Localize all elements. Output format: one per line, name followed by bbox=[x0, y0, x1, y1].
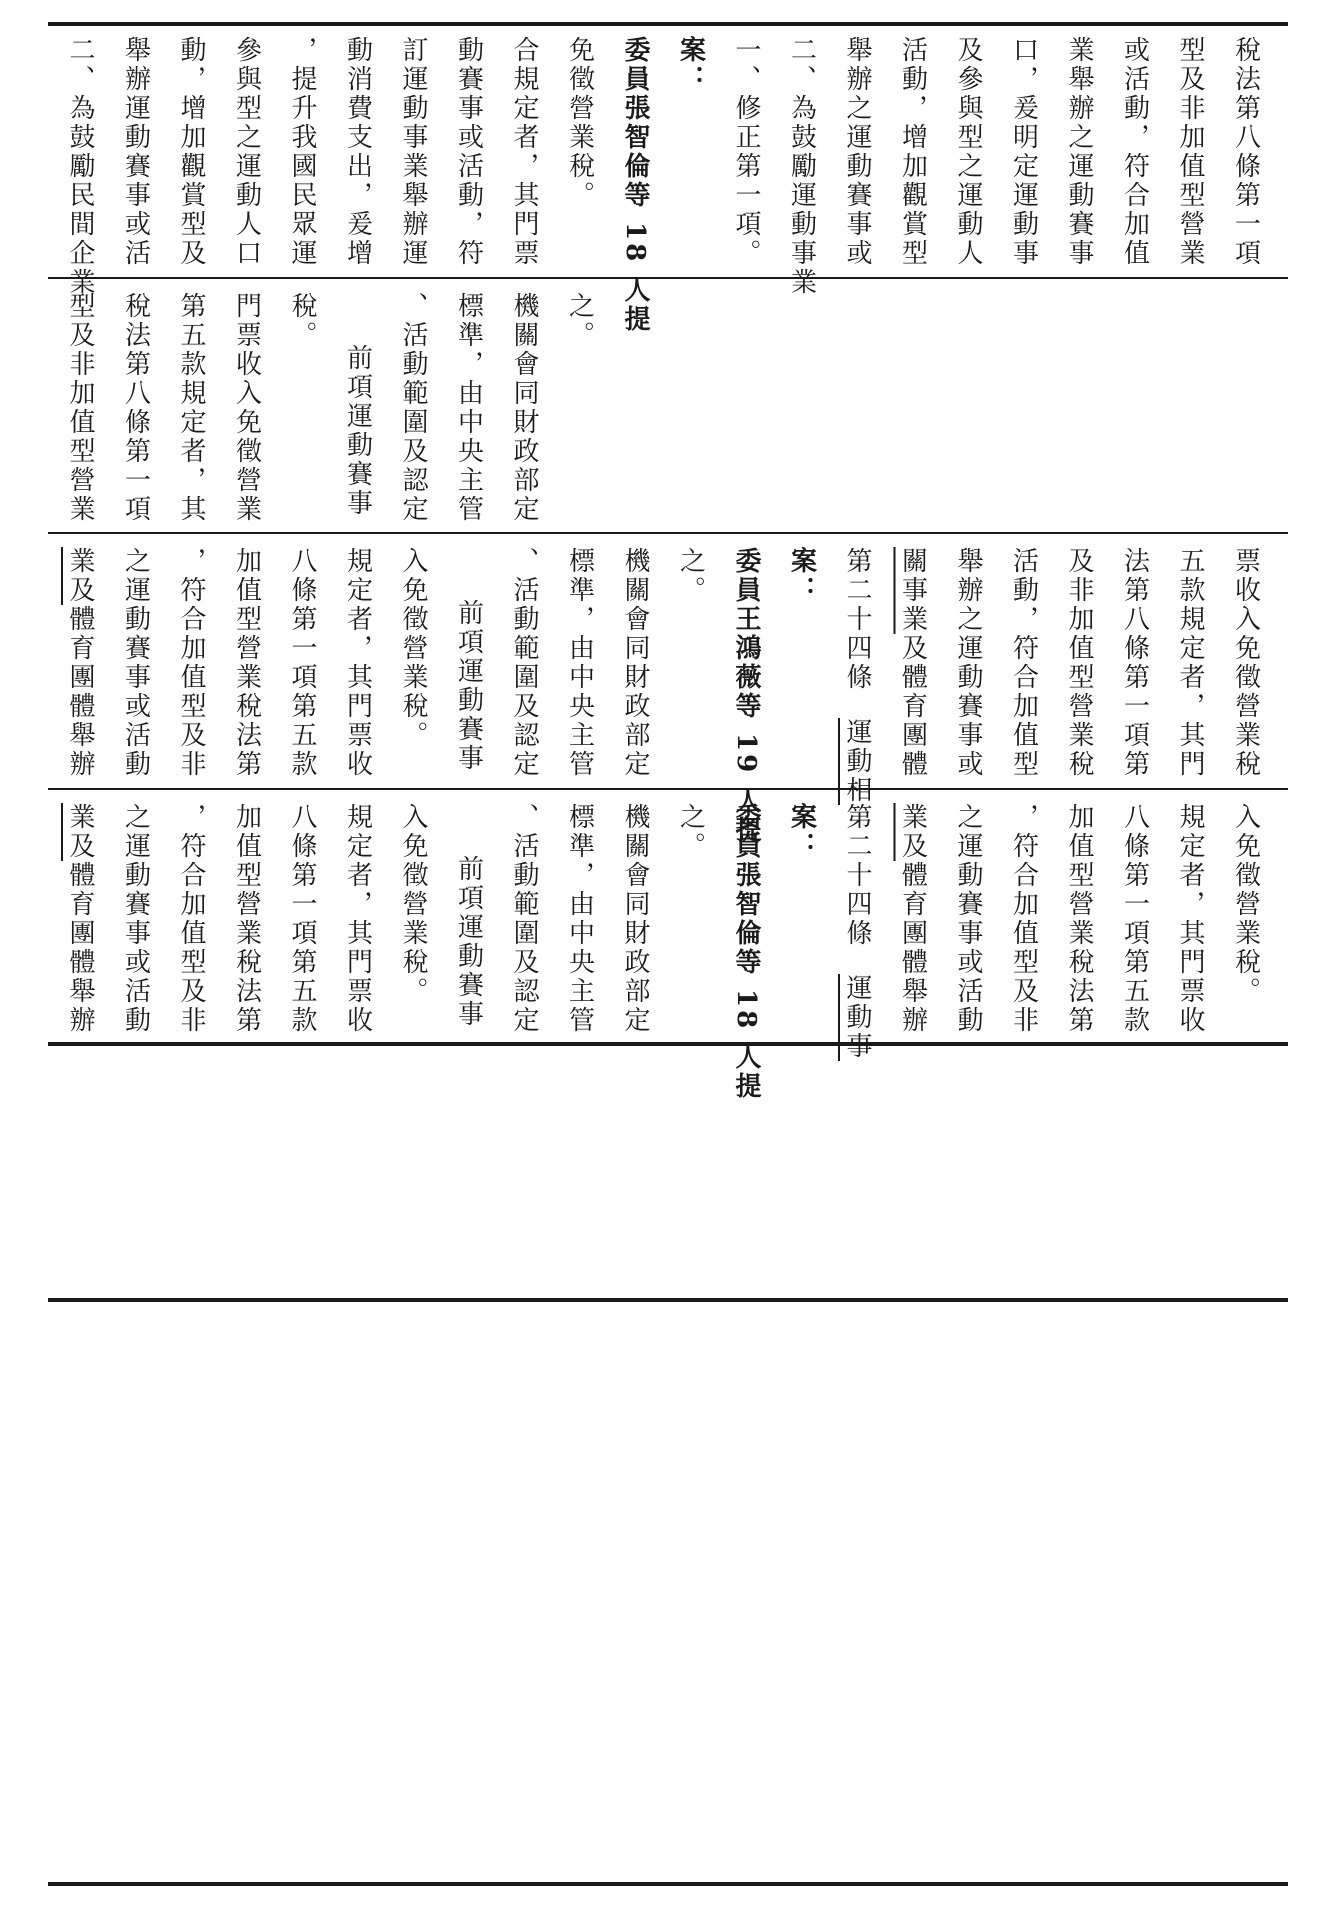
text-segment: 委員張智倫等 18 人提 bbox=[731, 803, 761, 1102]
text-column bbox=[1170, 36, 1210, 268]
text-segment: 規定者，其門票收 bbox=[342, 547, 373, 779]
text-segment: 動消費支出，爰增 bbox=[342, 36, 373, 268]
text-column bbox=[1115, 547, 1155, 779]
text-segment: 加值型營業稅法第 bbox=[231, 547, 262, 779]
text-segment: 委員王鴻薇等 19 人提 bbox=[731, 547, 761, 846]
text-segment: 規定者，其門票收 bbox=[1175, 803, 1205, 1035]
text-column bbox=[393, 803, 433, 1006]
text-column bbox=[560, 36, 600, 210]
text-segment: 動，增加觀賞型及 bbox=[176, 36, 206, 268]
text-column bbox=[1226, 803, 1266, 1006]
text-segment: 二、為鼓勵運動事業 bbox=[786, 36, 817, 297]
text-column bbox=[60, 547, 100, 779]
text-segment: 標準，由中央主管 bbox=[564, 803, 595, 1035]
text-column bbox=[504, 803, 544, 1035]
text-segment: 業及 bbox=[65, 547, 95, 605]
text-segment: 委員張智倫等 18 人提 bbox=[620, 36, 650, 335]
text-column bbox=[893, 803, 933, 1035]
text-column bbox=[615, 36, 655, 334]
text-segment: 八條第一項第五款 bbox=[287, 547, 317, 779]
text-column bbox=[1059, 803, 1099, 1035]
text-segment: 活動，增加觀賞型 bbox=[897, 36, 928, 268]
text-segment: 機關會同財政部定 bbox=[509, 292, 539, 524]
table-row-6 bbox=[60, 1313, 1280, 1873]
top-rule bbox=[48, 22, 1288, 26]
text-segment: 一、修正第一項。 bbox=[731, 36, 761, 268]
text-column bbox=[338, 292, 378, 518]
text-column bbox=[282, 36, 322, 268]
text-segment: 稅。 bbox=[287, 292, 317, 350]
text-column bbox=[1004, 803, 1044, 1035]
text-column bbox=[948, 547, 988, 779]
text-segment: 、活動範圍及認定 bbox=[509, 803, 539, 1035]
text-column bbox=[560, 292, 600, 350]
text-column bbox=[671, 547, 711, 605]
row-divider bbox=[48, 1298, 1288, 1302]
text-column bbox=[504, 292, 544, 524]
text-segment: 型及非加值型營業 bbox=[65, 292, 95, 524]
text-column bbox=[282, 292, 322, 350]
text-column bbox=[449, 547, 489, 773]
text-segment: 稅法第八條第一項 bbox=[1230, 36, 1261, 268]
text-segment: ，提升我國民眾運 bbox=[287, 36, 317, 268]
text-column bbox=[1059, 547, 1099, 779]
text-segment: 及非加值型營業稅 bbox=[1064, 547, 1094, 779]
text-column bbox=[671, 36, 711, 94]
text-segment: 五款規定者，其門 bbox=[1175, 547, 1205, 779]
text-column bbox=[60, 292, 100, 524]
text-column bbox=[782, 36, 822, 297]
text-column bbox=[615, 547, 655, 779]
text-column bbox=[282, 547, 322, 779]
row-divider bbox=[48, 1042, 1288, 1046]
text-column bbox=[948, 36, 988, 268]
text-segment: 規定者，其門票收 bbox=[342, 803, 373, 1035]
text-segment: 入免徵營業稅。 bbox=[398, 547, 428, 750]
text-segment: 舉辦之運動賽事或 bbox=[842, 36, 872, 268]
text-segment: 案： bbox=[786, 547, 817, 605]
text-column bbox=[837, 36, 877, 268]
text-segment: 舉辦運動賽事或活 bbox=[120, 36, 151, 268]
text-segment: 前項運動賽事 bbox=[453, 599, 484, 773]
text-segment: 第五款規定者，其 bbox=[176, 292, 206, 524]
text-column bbox=[116, 803, 156, 1035]
text-segment: 、活動範圍及認定 bbox=[509, 547, 539, 779]
text-segment: 體育團體舉辦 bbox=[65, 605, 95, 779]
table-row-3 bbox=[60, 547, 1280, 846]
text-column bbox=[504, 36, 544, 268]
text-segment: 加值型營業稅法第 bbox=[1064, 803, 1094, 1035]
text-segment: 之運動賽事或活動 bbox=[120, 547, 151, 779]
text-column bbox=[449, 36, 489, 268]
text-column bbox=[227, 36, 267, 268]
text-column bbox=[227, 547, 267, 779]
text-segment: 門票收入免徵營業 bbox=[231, 292, 262, 524]
text-segment: 前項運動賽事 bbox=[453, 855, 484, 1029]
text-segment: 入免徵營業稅。 bbox=[1230, 803, 1261, 1006]
text-segment: 二、為鼓勵民間企業 bbox=[65, 36, 95, 297]
text-segment: 之運動賽事或活動 bbox=[953, 803, 983, 1035]
text-column bbox=[116, 36, 156, 268]
text-segment: 活動，符合加值型 bbox=[1008, 547, 1039, 779]
text-segment: 業及 bbox=[897, 803, 928, 861]
text-column bbox=[560, 803, 600, 1035]
text-segment: 參與型之運動人口 bbox=[231, 36, 262, 268]
table-row-1 bbox=[60, 36, 1280, 335]
table-row-2 bbox=[60, 292, 1280, 528]
text-column bbox=[560, 547, 600, 779]
text-segment: 之運動賽事或活動 bbox=[120, 803, 151, 1035]
text-segment: 及體育團體 bbox=[897, 634, 928, 779]
text-column bbox=[1004, 36, 1044, 268]
text-segment: 之。 bbox=[675, 803, 706, 861]
row-divider bbox=[48, 277, 1288, 279]
text-segment: 運動相 bbox=[842, 718, 872, 805]
text-column bbox=[615, 803, 655, 1035]
text-segment: 或活動，符合加值 bbox=[1119, 36, 1150, 268]
text-column bbox=[449, 292, 489, 524]
text-column bbox=[726, 36, 766, 268]
text-segment: 之。 bbox=[564, 292, 595, 350]
text-segment: 前項運動賽事 bbox=[342, 344, 373, 518]
text-column bbox=[893, 547, 933, 779]
text-segment: 標準，由中央主管 bbox=[453, 292, 484, 524]
text-column bbox=[782, 803, 822, 861]
text-segment: 合規定者，其門票 bbox=[509, 36, 539, 268]
text-column bbox=[393, 292, 433, 524]
text-segment: 八條第一項第五款 bbox=[1119, 803, 1150, 1035]
text-column bbox=[726, 547, 766, 845]
text-column bbox=[837, 547, 877, 805]
text-column bbox=[60, 803, 100, 1035]
text-column bbox=[948, 803, 988, 1035]
text-segment: 案： bbox=[675, 36, 706, 94]
text-column bbox=[282, 803, 322, 1035]
text-column bbox=[60, 36, 100, 297]
text-segment: 稅法第八條第一項 bbox=[120, 292, 151, 524]
text-column bbox=[171, 803, 211, 1035]
text-segment: 體育團體舉辦 bbox=[65, 861, 95, 1035]
text-column bbox=[1226, 36, 1266, 268]
text-segment: 型及非加值型營業 bbox=[1175, 36, 1205, 268]
text-column bbox=[782, 547, 822, 605]
text-segment: 加值型營業稅法第 bbox=[231, 803, 262, 1035]
text-segment: 關事業 bbox=[897, 547, 928, 634]
text-segment: 動賽事或活動，符 bbox=[453, 36, 484, 268]
text-column bbox=[227, 803, 267, 1035]
text-segment: ，符合加值型及非 bbox=[176, 803, 206, 1035]
table-row-5 bbox=[60, 1058, 1280, 1294]
text-segment: 第二十四條 bbox=[842, 803, 872, 948]
text-segment: 及參與型之運動人 bbox=[953, 36, 983, 268]
text-column bbox=[449, 803, 489, 1029]
text-column bbox=[116, 292, 156, 524]
text-segment: 體育團體舉辦 bbox=[897, 861, 928, 1035]
text-segment: 、活動範圍及認定 bbox=[398, 292, 428, 524]
text-segment: 運動事 bbox=[842, 974, 872, 1061]
text-segment: ，符合加值型及非 bbox=[176, 547, 206, 779]
text-segment: 口，爰明定運動事 bbox=[1008, 36, 1039, 268]
text-column bbox=[338, 547, 378, 779]
text-segment: 之。 bbox=[675, 547, 706, 605]
text-segment: 入免徵營業稅。 bbox=[398, 803, 428, 1006]
text-segment: 八條第一項第五款 bbox=[287, 803, 317, 1035]
text-column bbox=[393, 36, 433, 268]
text-column bbox=[504, 547, 544, 779]
text-column bbox=[227, 292, 267, 524]
text-column bbox=[1059, 36, 1099, 268]
text-column bbox=[1004, 547, 1044, 779]
text-segment: 法第八條第一項第 bbox=[1119, 547, 1150, 779]
text-column bbox=[1170, 803, 1210, 1035]
text-segment: 標準，由中央主管 bbox=[564, 547, 595, 779]
row-divider bbox=[48, 532, 1288, 534]
text-column bbox=[1226, 547, 1266, 779]
text-column bbox=[171, 292, 211, 524]
text-segment: 業及 bbox=[65, 803, 95, 861]
table-row-4 bbox=[60, 803, 1280, 1102]
text-segment: 舉辦之運動賽事或 bbox=[953, 547, 983, 779]
text-column bbox=[837, 803, 877, 1061]
bottom-rule bbox=[48, 1882, 1288, 1886]
text-column bbox=[171, 547, 211, 779]
text-segment: 訂運動事業舉辦運 bbox=[398, 36, 428, 268]
text-segment: 第二十四條 bbox=[842, 547, 872, 692]
text-column bbox=[338, 36, 378, 268]
text-column bbox=[1115, 803, 1155, 1035]
text-column bbox=[393, 547, 433, 750]
text-column bbox=[171, 36, 211, 268]
text-column bbox=[116, 547, 156, 779]
text-segment: 票收入免徵營業稅 bbox=[1230, 547, 1261, 779]
text-segment: 機關會同財政部定 bbox=[620, 547, 650, 779]
text-segment: 免徵營業稅。 bbox=[564, 36, 595, 210]
text-segment: 機關會同財政部定 bbox=[620, 803, 650, 1035]
text-column bbox=[726, 803, 766, 1101]
text-segment: ，符合加值型及非 bbox=[1008, 803, 1039, 1035]
text-segment: 業舉辦之運動賽事 bbox=[1064, 36, 1094, 268]
text-column bbox=[338, 803, 378, 1035]
text-column bbox=[893, 36, 933, 268]
row-divider bbox=[48, 788, 1288, 790]
text-segment: 案： bbox=[786, 803, 817, 861]
text-column bbox=[671, 803, 711, 861]
text-column bbox=[1115, 36, 1155, 268]
text-column bbox=[1170, 547, 1210, 779]
